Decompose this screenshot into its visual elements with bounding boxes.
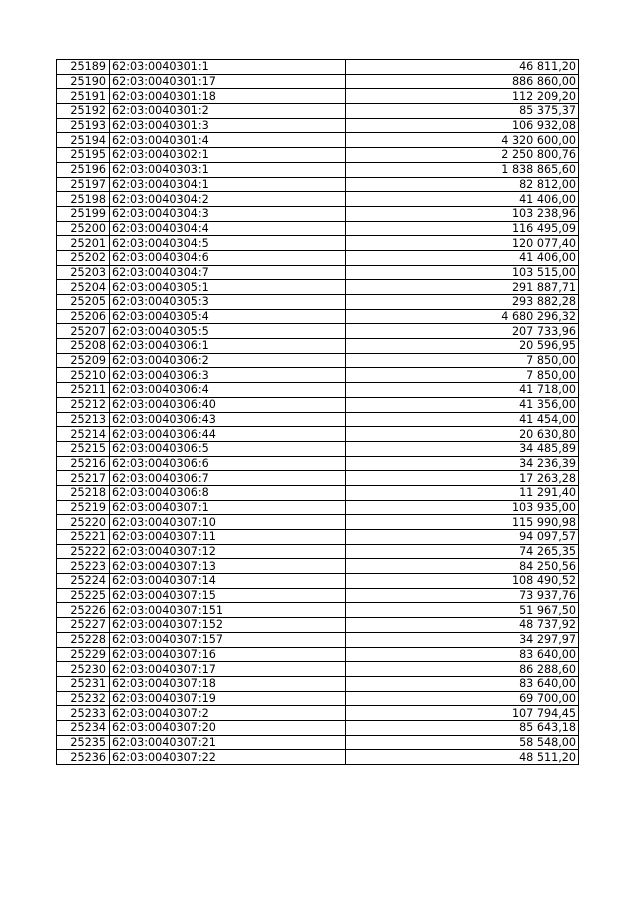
cadastral-value: 2 250 800,76 xyxy=(346,148,579,163)
row-number: 25219 xyxy=(57,500,110,515)
row-number: 25220 xyxy=(57,515,110,530)
cadastral-number: 62:03:0040307:152 xyxy=(110,618,346,633)
row-number: 25196 xyxy=(57,162,110,177)
cadastral-number: 62:03:0040302:1 xyxy=(110,148,346,163)
row-number: 25218 xyxy=(57,485,110,500)
cadastral-value: 84 250,56 xyxy=(346,559,579,574)
cadastral-value: 41 454,00 xyxy=(346,412,579,427)
cadastral-number: 62:03:0040306:2 xyxy=(110,353,346,368)
cadastral-number: 62:03:0040307:17 xyxy=(110,662,346,677)
cadastral-value: 51 967,50 xyxy=(346,603,579,618)
table-row xyxy=(57,397,579,412)
cadastral-value: 106 932,08 xyxy=(346,118,579,133)
cadastral-number: 62:03:0040301:18 xyxy=(110,89,346,104)
cadastral-number: 62:03:0040301:3 xyxy=(110,118,346,133)
row-number: 25197 xyxy=(57,177,110,192)
cadastral-number: 62:03:0040307:13 xyxy=(110,559,346,574)
table-row xyxy=(57,353,579,368)
cadastral-number: 62:03:0040304:6 xyxy=(110,250,346,265)
cadastral-number: 62:03:0040307:12 xyxy=(110,544,346,559)
cadastral-value: 107 794,45 xyxy=(346,706,579,721)
row-number: 25213 xyxy=(57,412,110,427)
row-number: 25206 xyxy=(57,309,110,324)
table-row xyxy=(57,324,579,339)
row-number: 25223 xyxy=(57,559,110,574)
row-number: 25207 xyxy=(57,324,110,339)
row-number: 25227 xyxy=(57,618,110,633)
cadastral-number: 62:03:0040306:8 xyxy=(110,485,346,500)
cadastral-value: 58 548,00 xyxy=(346,735,579,750)
cadastral-value: 86 288,60 xyxy=(346,662,579,677)
cadastral-value: 4 680 296,32 xyxy=(346,309,579,324)
table-row xyxy=(57,500,579,515)
cadastral-number: 62:03:0040305:5 xyxy=(110,324,346,339)
cadastral-value: 85 643,18 xyxy=(346,720,579,735)
row-number: 25212 xyxy=(57,397,110,412)
row-number: 25208 xyxy=(57,339,110,354)
cadastral-number: 62:03:0040304:5 xyxy=(110,236,346,251)
row-number: 25202 xyxy=(57,250,110,265)
row-number: 25216 xyxy=(57,456,110,471)
cadastral-value: 20 596,95 xyxy=(346,339,579,354)
row-number: 25195 xyxy=(57,148,110,163)
row-number: 25214 xyxy=(57,427,110,442)
cadastral-number: 62:03:0040301:17 xyxy=(110,74,346,89)
row-number: 25235 xyxy=(57,735,110,750)
row-number: 25204 xyxy=(57,280,110,295)
row-number: 25209 xyxy=(57,353,110,368)
cadastral-number: 62:03:0040307:19 xyxy=(110,691,346,706)
cadastral-number: 62:03:0040307:20 xyxy=(110,720,346,735)
row-number: 25228 xyxy=(57,632,110,647)
cadastral-value: 82 812,00 xyxy=(346,177,579,192)
cadastral-number: 62:03:0040307:10 xyxy=(110,515,346,530)
cadastral-number: 62:03:0040304:4 xyxy=(110,221,346,236)
row-number: 25230 xyxy=(57,662,110,677)
row-number: 25205 xyxy=(57,295,110,310)
row-number: 25231 xyxy=(57,676,110,691)
cadastral-number: 62:03:0040301:4 xyxy=(110,133,346,148)
cadastral-number: 62:03:0040306:43 xyxy=(110,412,346,427)
cadastral-value: 46 811,20 xyxy=(346,60,579,75)
cadastral-number: 62:03:0040307:11 xyxy=(110,530,346,545)
cadastral-value: 886 860,00 xyxy=(346,74,579,89)
table-row xyxy=(57,236,579,251)
row-number: 25229 xyxy=(57,647,110,662)
cadastral-number: 62:03:0040306:4 xyxy=(110,383,346,398)
row-number: 25198 xyxy=(57,192,110,207)
row-number: 25215 xyxy=(57,441,110,456)
row-number: 25194 xyxy=(57,133,110,148)
row-number: 25190 xyxy=(57,74,110,89)
cadastral-number: 62:03:0040301:1 xyxy=(110,60,346,75)
cadastral-value: 103 238,96 xyxy=(346,206,579,221)
cadastral-number: 62:03:0040307:21 xyxy=(110,735,346,750)
cadastral-number: 62:03:0040306:40 xyxy=(110,397,346,412)
table-row xyxy=(57,530,579,545)
cadastral-value: 20 630,80 xyxy=(346,427,579,442)
table-row xyxy=(57,192,579,207)
row-number: 25233 xyxy=(57,706,110,721)
cadastral-value: 41 406,00 xyxy=(346,250,579,265)
table-row xyxy=(57,720,579,735)
cadastral-number: 62:03:0040305:1 xyxy=(110,280,346,295)
cadastral-value: 94 097,57 xyxy=(346,530,579,545)
table-row xyxy=(57,603,579,618)
row-number: 25217 xyxy=(57,471,110,486)
cadastral-number: 62:03:0040307:2 xyxy=(110,706,346,721)
cadastral-value: 108 490,52 xyxy=(346,574,579,589)
table-row xyxy=(57,368,579,383)
table-row xyxy=(57,104,579,119)
table-row xyxy=(57,265,579,280)
cadastral-number: 62:03:0040306:7 xyxy=(110,471,346,486)
cadastral-value: 103 515,00 xyxy=(346,265,579,280)
cadastral-value: 7 850,00 xyxy=(346,353,579,368)
cadastral-value: 11 291,40 xyxy=(346,485,579,500)
cadastral-number: 62:03:0040305:4 xyxy=(110,309,346,324)
table-row xyxy=(57,441,579,456)
table-row xyxy=(57,162,579,177)
row-number: 25192 xyxy=(57,104,110,119)
table-row xyxy=(57,148,579,163)
cadastral-value: 34 236,39 xyxy=(346,456,579,471)
cadastral-value: 41 718,00 xyxy=(346,383,579,398)
cadastral-number: 62:03:0040304:2 xyxy=(110,192,346,207)
table-row xyxy=(57,280,579,295)
table-row xyxy=(57,74,579,89)
cadastral-value: 41 356,00 xyxy=(346,397,579,412)
table-row xyxy=(57,118,579,133)
cadastral-value: 293 882,28 xyxy=(346,295,579,310)
row-number: 25211 xyxy=(57,383,110,398)
row-number: 25189 xyxy=(57,60,110,75)
table-row xyxy=(57,309,579,324)
table-row xyxy=(57,588,579,603)
cadastral-value: 120 077,40 xyxy=(346,236,579,251)
row-number: 25210 xyxy=(57,368,110,383)
table-row xyxy=(57,60,579,75)
cadastral-number: 62:03:0040306:6 xyxy=(110,456,346,471)
cadastral-value: 34 297,97 xyxy=(346,632,579,647)
row-number: 25222 xyxy=(57,544,110,559)
cadastral-number: 62:03:0040307:15 xyxy=(110,588,346,603)
cadastral-number: 62:03:0040306:3 xyxy=(110,368,346,383)
table-row xyxy=(57,89,579,104)
cadastral-value: 103 935,00 xyxy=(346,500,579,515)
cadastral-number: 62:03:0040307:1 xyxy=(110,500,346,515)
cadastral-number: 62:03:0040307:22 xyxy=(110,750,346,765)
table-row xyxy=(57,221,579,236)
table-row xyxy=(57,339,579,354)
row-number: 25203 xyxy=(57,265,110,280)
table-row xyxy=(57,515,579,530)
cadastral-number: 62:03:0040307:14 xyxy=(110,574,346,589)
cadastral-value: 17 263,28 xyxy=(346,471,579,486)
cadastral-value: 207 733,96 xyxy=(346,324,579,339)
cadastral-value: 41 406,00 xyxy=(346,192,579,207)
table-body xyxy=(57,60,579,765)
cadastral-value: 115 990,98 xyxy=(346,515,579,530)
cadastral-value: 291 887,71 xyxy=(346,280,579,295)
table-row xyxy=(57,676,579,691)
cadastral-value: 83 640,00 xyxy=(346,676,579,691)
table-row xyxy=(57,662,579,677)
row-number: 25236 xyxy=(57,750,110,765)
cadastral-value: 116 495,09 xyxy=(346,221,579,236)
cadastral-value: 48 737,92 xyxy=(346,618,579,633)
table-row xyxy=(57,485,579,500)
cadastral-value: 7 850,00 xyxy=(346,368,579,383)
row-number: 25224 xyxy=(57,574,110,589)
table-row xyxy=(57,750,579,765)
table-row xyxy=(57,206,579,221)
table-row xyxy=(57,133,579,148)
table-row xyxy=(57,544,579,559)
table-row xyxy=(57,691,579,706)
cadastral-value-table xyxy=(56,59,579,765)
table-row xyxy=(57,618,579,633)
cadastral-value: 73 937,76 xyxy=(346,588,579,603)
cadastral-value: 69 700,00 xyxy=(346,691,579,706)
cadastral-number: 62:03:0040307:157 xyxy=(110,632,346,647)
cadastral-value: 1 838 865,60 xyxy=(346,162,579,177)
row-number: 25232 xyxy=(57,691,110,706)
cadastral-number: 62:03:0040304:1 xyxy=(110,177,346,192)
cadastral-number: 62:03:0040306:1 xyxy=(110,339,346,354)
cadastral-value: 34 485,89 xyxy=(346,441,579,456)
cadastral-number: 62:03:0040304:3 xyxy=(110,206,346,221)
table-row xyxy=(57,295,579,310)
table-row xyxy=(57,471,579,486)
table-row xyxy=(57,250,579,265)
row-number: 25221 xyxy=(57,530,110,545)
cadastral-number: 62:03:0040304:7 xyxy=(110,265,346,280)
cadastral-number: 62:03:0040307:151 xyxy=(110,603,346,618)
table-row xyxy=(57,706,579,721)
cadastral-value: 85 375,37 xyxy=(346,104,579,119)
row-number: 25200 xyxy=(57,221,110,236)
row-number: 25226 xyxy=(57,603,110,618)
row-number: 25193 xyxy=(57,118,110,133)
cadastral-value: 83 640,00 xyxy=(346,647,579,662)
table-row xyxy=(57,559,579,574)
cadastral-number: 62:03:0040305:3 xyxy=(110,295,346,310)
cadastral-value: 48 511,20 xyxy=(346,750,579,765)
cadastral-value: 4 320 600,00 xyxy=(346,133,579,148)
table-row xyxy=(57,574,579,589)
table-row xyxy=(57,383,579,398)
cadastral-number: 62:03:0040307:16 xyxy=(110,647,346,662)
table-row xyxy=(57,735,579,750)
table-row xyxy=(57,647,579,662)
cadastral-value: 112 209,20 xyxy=(346,89,579,104)
table-row xyxy=(57,632,579,647)
row-number: 25225 xyxy=(57,588,110,603)
row-number: 25201 xyxy=(57,236,110,251)
table-row xyxy=(57,177,579,192)
cadastral-number: 62:03:0040306:5 xyxy=(110,441,346,456)
cadastral-number: 62:03:0040307:18 xyxy=(110,676,346,691)
table-row xyxy=(57,412,579,427)
row-number: 25191 xyxy=(57,89,110,104)
row-number: 25199 xyxy=(57,206,110,221)
table-row xyxy=(57,456,579,471)
cadastral-number: 62:03:0040303:1 xyxy=(110,162,346,177)
cadastral-number: 62:03:0040306:44 xyxy=(110,427,346,442)
table-row xyxy=(57,427,579,442)
row-number: 25234 xyxy=(57,720,110,735)
cadastral-number: 62:03:0040301:2 xyxy=(110,104,346,119)
cadastral-value: 74 265,35 xyxy=(346,544,579,559)
